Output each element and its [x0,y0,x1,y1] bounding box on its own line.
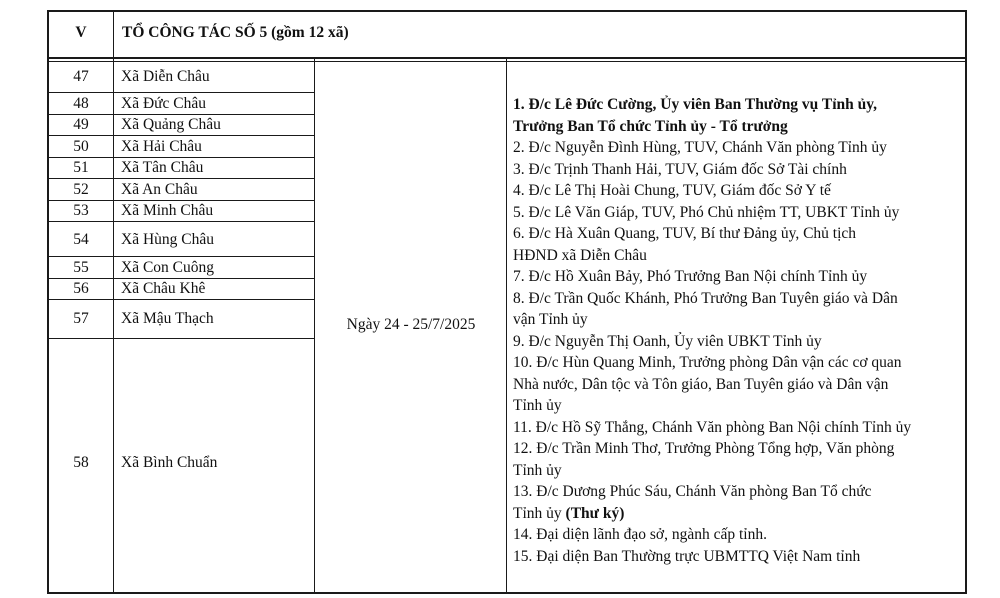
row-number: 53 [73,202,89,219]
member-item-cont [513,503,963,525]
row-number: 58 [73,454,89,471]
ward-name: Xã Bình Chuẩn [121,454,218,471]
member-item: 11. Đ/c Hồ Sỹ Thắng, Chánh Văn phòng Ban Nội chính Tỉnh ủy [513,418,912,436]
member-item-cont: vận Tỉnh ủy [513,311,588,328]
schedule-date: Ngày 24 - 25/7/2025 [346,316,476,333]
member-list [513,94,963,567]
section-title: TỔ CÔNG TÁC SỐ 5 (gồm 12 xã) [122,24,349,41]
member-item-cont: HĐND xã Diễn Châu [513,246,647,264]
member-item: 2. Đ/c Nguyễn Đình Hùng, TUV, Chánh Văn phòng Tỉnh ủy [513,139,887,156]
ward-name: Xã Mậu Thạch [121,310,214,327]
member-item-cont: Nhà nước, Dân tộc và Tôn giáo, Ban Tuyên giáo và Dân vận [513,375,889,393]
header-bottom-border [47,57,967,59]
ward-name: Xã Hải Châu [121,138,202,155]
member-item: 7. Đ/c Hồ Xuân Bảy, Phó Trưởng Ban Nội chính Tỉnh ủy [513,268,868,285]
ward-name: Xã Châu Khê [121,280,206,297]
member-leader: 1. Đ/c Lê Đức Cường, Ủy viên Ban Thường vụ Tỉnh ủy, [513,96,878,113]
section-number: V [75,24,87,41]
row-number: 52 [73,181,89,198]
member-13-unit: Tỉnh ủy [513,504,566,522]
row-number: 48 [73,95,89,112]
row-number: 51 [73,159,89,176]
member-item: 10. Đ/c Hùn Quang Minh, Trưởng phòng Dân vận các cơ quan [513,354,902,371]
ward-name: Xã Minh Châu [121,202,214,219]
row-number: 49 [73,116,89,133]
row-line [47,221,315,222]
table-right-border [965,10,967,594]
ward-name: Xã Tân Châu [121,159,204,176]
row-line [47,338,315,339]
row-number: 56 [73,280,89,297]
section-separator [47,61,967,62]
member-item: 3. Đ/c Trịnh Thanh Hải, TUV, Giám đốc Sở Tài chính [513,160,847,178]
row-line [47,299,315,300]
member-leader-title: Trưởng Ban Tổ chức Tỉnh ủy - Tổ trưởng [513,117,788,135]
ward-name: Xã Hùng Châu [121,231,214,248]
ward-name: Xã Diễn Châu [121,68,210,85]
member-item-cont: Tỉnh ủy [513,461,562,479]
row-number: 54 [73,231,89,248]
col-divider-1 [113,10,114,594]
row-number: 50 [73,138,89,155]
ward-name: Xã Con Cuông [121,259,214,276]
col-divider-3 [506,59,507,594]
table-top-border [47,10,967,12]
member-item-cont: Tỉnh ủy [513,397,562,414]
row-number: 57 [73,310,89,327]
member-item: 14. Đại diện lãnh đạo sở, ngành cấp tỉnh. [513,526,767,543]
ward-name: Xã Quảng Châu [121,116,221,133]
member-item: 9. Đ/c Nguyễn Thị Oanh, Ủy viên UBKT Tỉnh ủy [513,332,822,350]
row-number: 55 [73,259,89,276]
member-item: 4. Đ/c Lê Thị Hoài Chung, TUV, Giám đốc Sở Y tế [513,182,831,199]
member-item: 5. Đ/c Lê Văn Giáp, TUV, Phó Chủ nhiệm TT, UBKT Tỉnh ủy [513,203,900,221]
member-item: 15. Đại diện Ban Thường trực UBMTTQ Việt Nam tỉnh [513,547,861,565]
col-divider-2 [314,59,315,594]
ward-name: Xã Đức Châu [121,95,207,112]
table-bottom-border [47,592,967,594]
member-item: 12. Đ/c Trần Minh Thơ, Trưởng Phòng Tổng hợp, Văn phòng [513,440,895,457]
member-item: 6. Đ/c Hà Xuân Quang, TUV, Bí thư Đảng ủy, Chủ tịch [513,225,857,242]
ward-name: Xã An Châu [121,181,198,198]
row-number: 47 [73,68,89,85]
member-item: 13. Đ/c Dương Phúc Sáu, Chánh Văn phòng Ban Tổ chức [513,483,872,500]
member-item: 8. Đ/c Trần Quốc Khánh, Phó Trưởng Ban Tuyên giáo và Dân [513,289,898,307]
secretary-label: (Thư ký) [565,504,625,522]
